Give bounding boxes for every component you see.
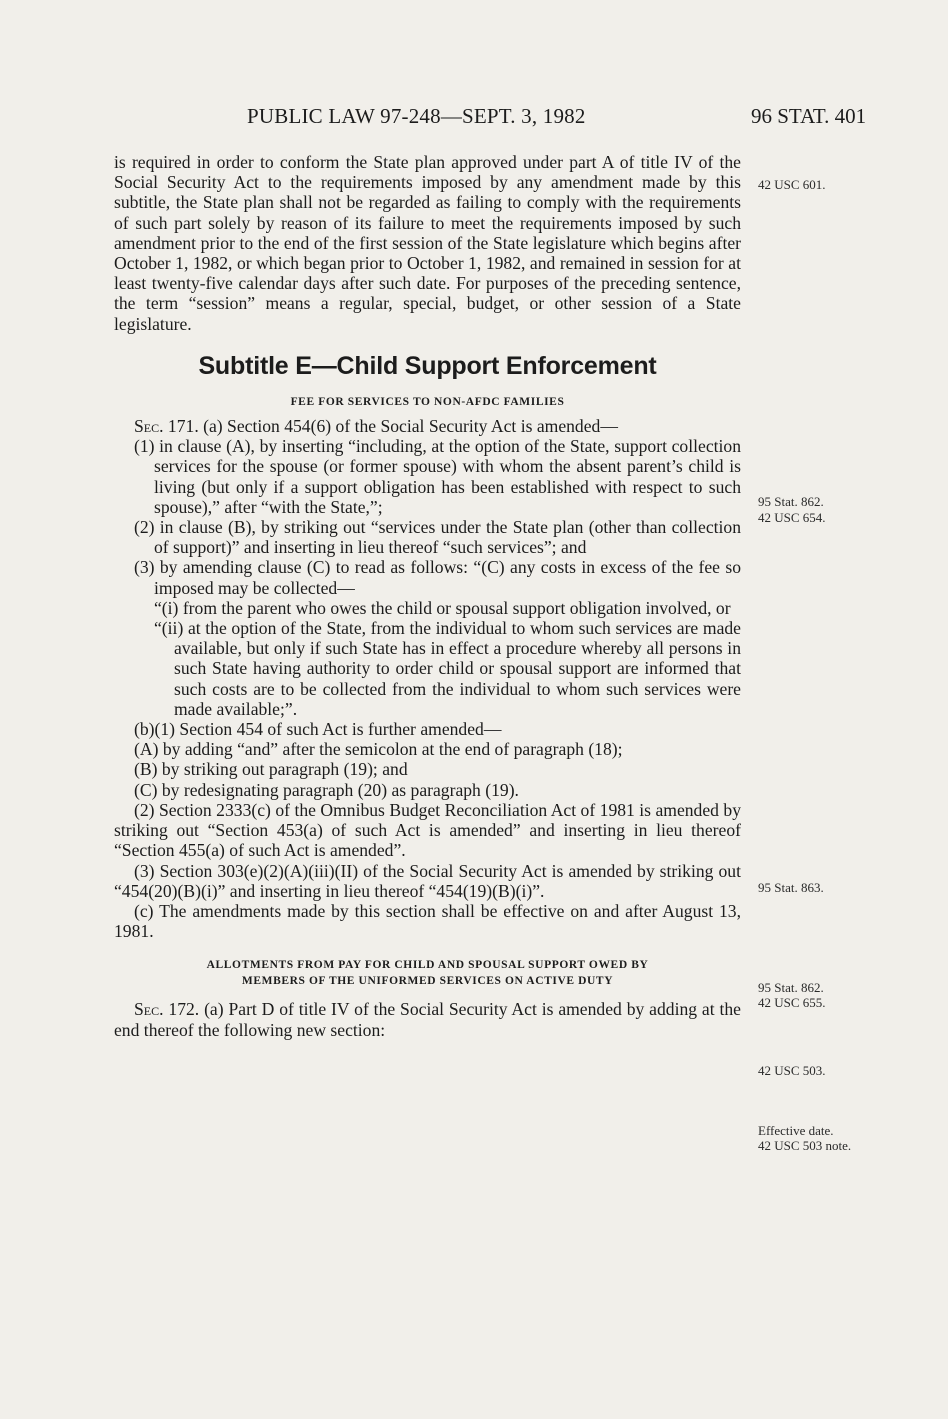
clause-a2: (2) in clause (B), by striking out “services under the State plan (other than collection of support)” and inserting in lieu thereof “such services”; and xyxy=(134,517,741,558)
margin-note-42-usc-655: 42 USC 655. xyxy=(758,995,826,1010)
clause-b1-A: (A) by adding “and” after the semicolon at the end of paragraph (18); xyxy=(134,739,623,760)
margin-note-42-usc-601: 42 USC 601. xyxy=(758,177,826,192)
margin-note-95-stat-863: 95 Stat. 863. xyxy=(758,880,824,895)
clause-b2: (2) Section 2333(c) of the Omnibus Budget Reconciliation Act of 1981 is amended by striking out “Section 453(a) of such Act is amended” and inserting in lieu thereof “Section 455(a) of such Act is amended”. xyxy=(114,799,741,861)
section-171-text: 171. (a) Section 454(6) of the Social Security Act is amended— xyxy=(163,416,618,437)
margin-note-42-usc-503: 42 USC 503. xyxy=(758,1063,826,1078)
section-172-intro xyxy=(114,999,741,1039)
clause-c: (c) The amendments made by this section shall be effective on and after August 13, 1981. xyxy=(114,900,741,942)
clause-a1: (1) in clause (A), by inserting “including, at the option of the State, support collection services for the spouse (or former spouse) with whom the absent parent’s child is living (but only if a support obligation has been established with respect to such spouse),” after “with the State,”; xyxy=(134,436,741,517)
margin-note-95-stat-862-b: 95 Stat. 862. xyxy=(758,980,824,995)
section-heading-allotments-line2: MEMBERS OF THE UNIFORMED SERVICES ON ACTIVE DUTY xyxy=(241,975,614,988)
sec-label: Sec. xyxy=(134,416,164,437)
running-header-left: PUBLIC LAW 97-248—SEPT. 3, 1982 xyxy=(247,104,586,128)
clause-b1-C: (C) by redesignating paragraph (20) as paragraph (19). xyxy=(134,779,519,800)
paragraph-state-plan: is required in order to conform the State plan approved under part A of title IV of the Social Security Act to the requirements imposed by any amendment made by this subtitle, the State plan shall not be regarded as failing to comply with the requirements of such part solely by reason of its failure to meet the requirements imposed by such amendment prior to the end of the first session of the State legislature which begins after October 1, 1982, or which began prior to October 1, 1982, and remained in session for at least twenty-five calendar days after such date. For purposes of the preceding sentence, the term “session” means a regular, special, budget, or other session of a State legislature. xyxy=(114,152,741,334)
section-heading-fee: FEE FOR SERVICES TO NON-AFDC FAMILIES xyxy=(290,396,565,409)
section-171-intro xyxy=(114,416,741,436)
document-body xyxy=(114,152,741,1040)
margin-note-42-usc-654: 42 USC 654. xyxy=(758,510,826,525)
running-header-page-number: 96 STAT. 401 xyxy=(751,104,867,128)
clause-b3: (3) Section 303(e)(2)(A)(iii)(II) of the Social Security Act is amended by striking out “454(20)(B)(i)” and inserting in lieu thereof “454(19)(B)(i)”. xyxy=(114,860,741,901)
clause-b1-B: (B) by striking out paragraph (19); and xyxy=(134,759,408,780)
margin-note-95-stat-862: 95 Stat. 862. xyxy=(758,494,824,509)
clause-a3-ii: “(ii) at the option of the State, from the individual to whom such services are made available, but only if such State has in effect a procedure whereby all persons in such State having authority to order child or spousal support are informed that such costs are to be collected from the individual to whom such services were made available;”. xyxy=(154,618,741,719)
sec-label: Sec. xyxy=(134,999,164,1020)
margin-note-42-usc-503-note: 42 USC 503 note. xyxy=(758,1138,852,1153)
clause-b1: (b)(1) Section 454 of such Act is further amended— xyxy=(134,719,502,740)
subtitle-heading: Subtitle E—Child Support Enforcement xyxy=(198,351,657,380)
clause-a3: (3) by amending clause (C) to read as follows: “(C) any costs in excess of the fee so imposed may be collected— xyxy=(134,557,741,598)
section-heading-allotments-line1: ALLOTMENTS FROM PAY FOR CHILD AND SPOUSAL SUPPORT OWED BY xyxy=(206,959,649,972)
section-172-text: 172. (a) Part D of title IV of the Social Security Act is amended by adding at the end thereof the following new section: xyxy=(114,999,741,1040)
margin-note-effective-date: Effective date. xyxy=(758,1123,834,1138)
clause-a3-i: “(i) from the parent who owes the child or spousal support obligation involved, or xyxy=(154,597,731,618)
